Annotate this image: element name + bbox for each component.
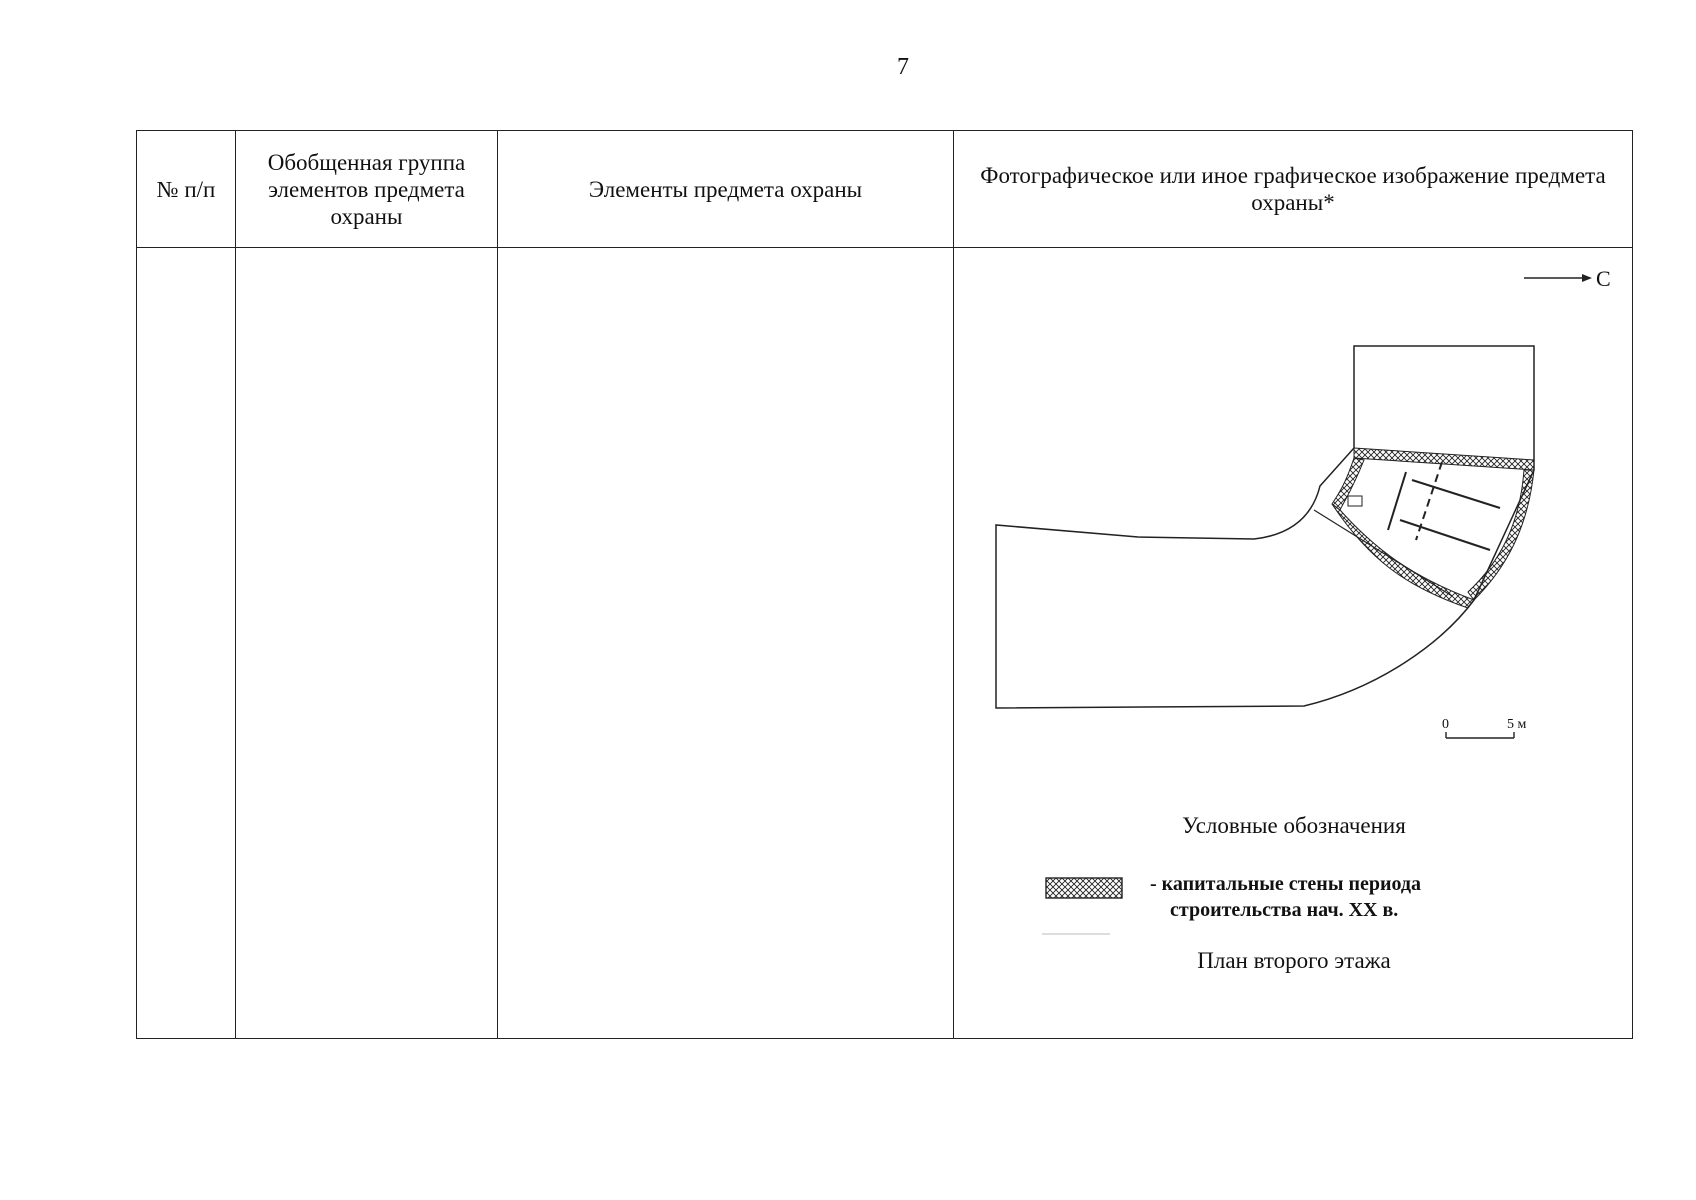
legend-item-line1: - капитальные стены периода: [1150, 873, 1422, 895]
header-group: Обобщенная группа элементов предмета охраны: [236, 131, 498, 248]
legend-hatch-swatch: [1046, 878, 1122, 898]
cell-group: [236, 248, 498, 1039]
protection-table: [136, 130, 1633, 1039]
scale-start-label: 0: [1442, 717, 1449, 732]
floor-plan-drawing: [954, 248, 1633, 1038]
north-arrow: [1524, 274, 1592, 282]
building-outline: [996, 346, 1534, 708]
header-image: Фотографическое или иное графическое изображение предмета охраны*: [954, 131, 1633, 248]
cell-number: [137, 248, 236, 1039]
header-elements: Элементы предмета охраны: [498, 131, 954, 248]
legend-title: Условные обозначения: [1182, 813, 1406, 838]
cell-elements: [498, 248, 954, 1039]
scale-end-label: 5 м: [1507, 717, 1527, 732]
north-label: С: [1596, 266, 1611, 291]
header-number: № п/п: [137, 131, 236, 248]
cell-drawing: [954, 248, 1633, 1039]
scale-bar: [1446, 732, 1514, 738]
table-row: [137, 248, 1633, 1039]
plan-caption: План второго этажа: [1197, 948, 1391, 973]
legend-item-line2: строительства нач. XX в.: [1170, 899, 1399, 921]
table-header-row: [137, 131, 1633, 248]
page-number: 7: [897, 54, 909, 80]
